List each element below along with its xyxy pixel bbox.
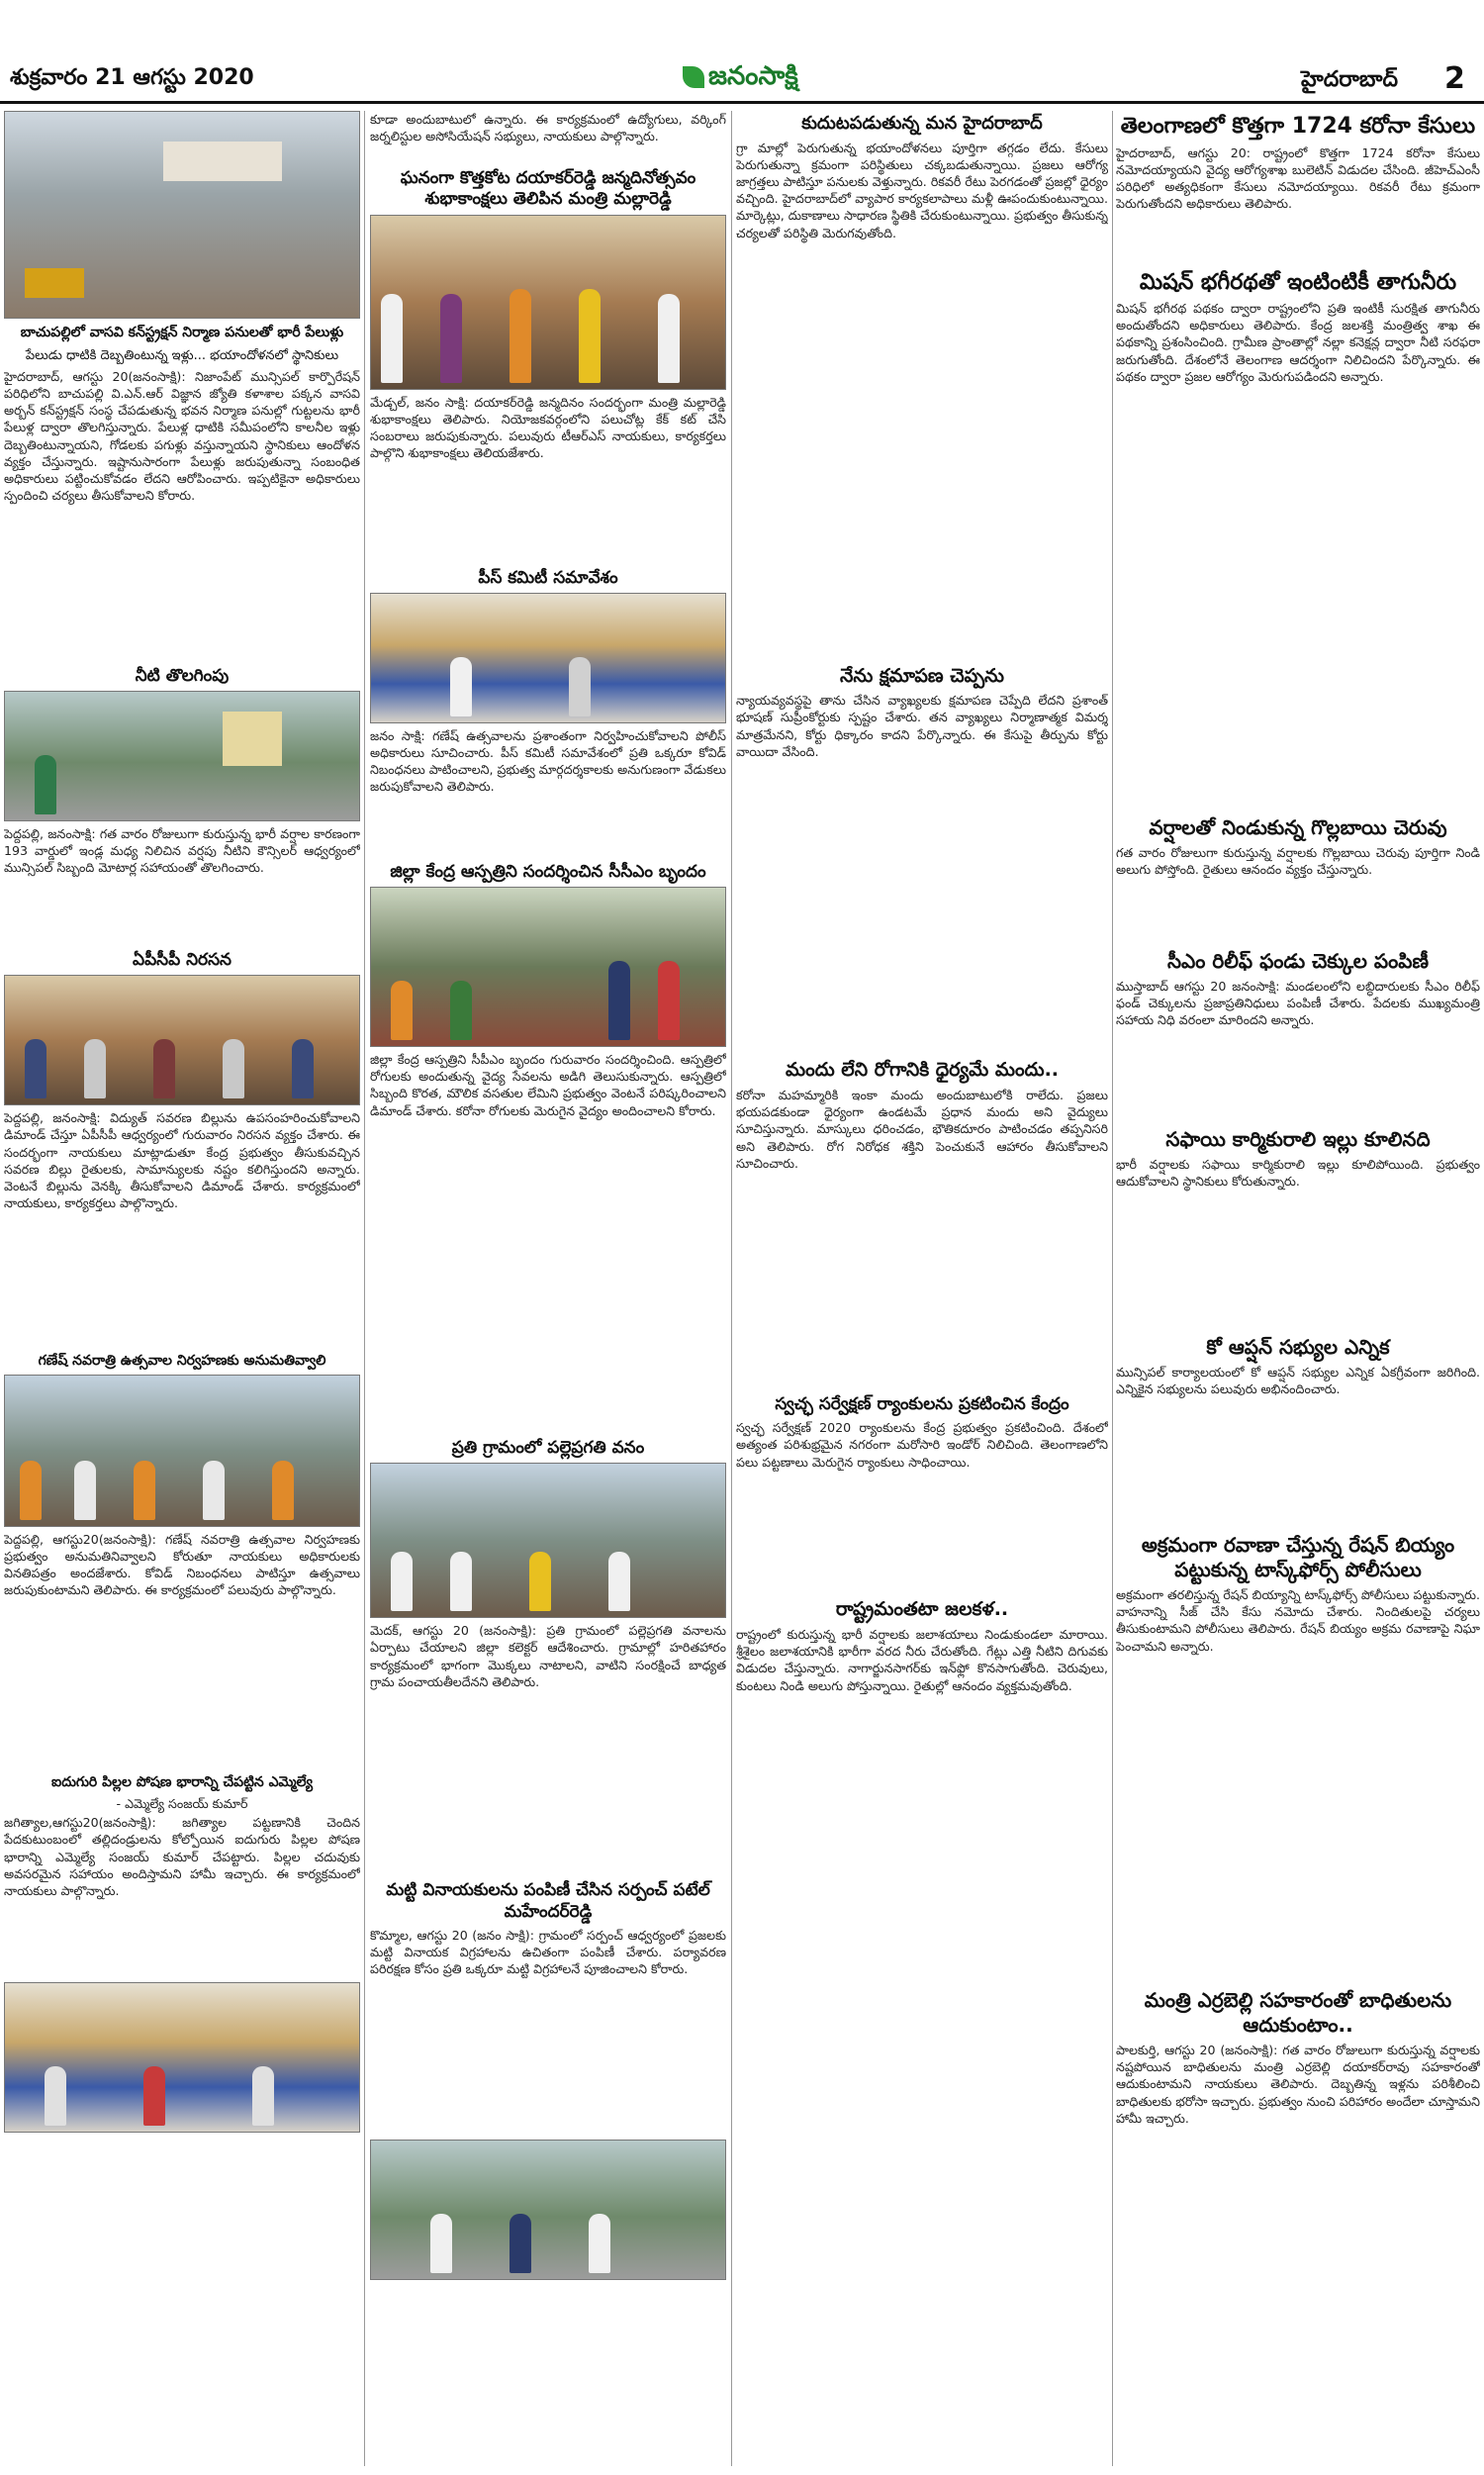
article-body: జగిత్యాల,ఆగస్టు20(జనంసాక్షి): జగిత్యాల పట్టణానికి చెందిన పేదకుటుంబంలో తల్లిదండ్రులను కోల్పోయిన ఐదుగురు పిల్లల పోషణ భారాన్ని ఎమ్మెల్యే సంజయ్ కుమార్ చేపట్టారు. పిల్లల చదువుకు అవసరమైన సహాయం అందిస్తామని హామీ ఇచ్చారు. ఈ కార్యక్రమంలో నాయకులు పాల్గొన్నారు. <box>4 1815 360 1899</box>
byline: - ఎమ్మెల్యే సంజయ్ కుమార్ <box>116 1796 248 1812</box>
headline: నేను క్షమాపణ చెప్పను <box>840 664 1004 687</box>
headline: మందు లేని రోగానికి ధైర్యమే మందు.. <box>785 1059 1060 1082</box>
headline: మంత్రి ఎర్రబెల్లి సహకారంతో బాధితులను ఆదుకుంటాం.. <box>1144 1988 1452 2037</box>
article-body: గత వారం రోజులుగా కురుస్తున్న వర్షాలకు గొల్లబాయి చెరువు పూర్తిగా నిండి అలుగు పోస్తోంది. రైతులు ఆనందం వ్యక్తం చేస్తున్నారు. <box>1116 845 1480 878</box>
headline: ఏపీసీపీ నిరసన <box>133 950 232 970</box>
column-2 <box>370 111 726 2280</box>
headline: కుదుటపడుతున్న మన హైదరాబాద్ <box>801 113 1043 134</box>
masthead <box>0 0 1484 107</box>
article-body: జనం సాక్షి: గణేష్ ఉత్సవాలను ప్రశాంతంగా నిర్వహించుకోవాలని పోలీస్ అధికారులు సూచించారు. పీస్ కమిటీ సమావేశంలో ప్రతి ఒక్కరూ కోవిడ్ నిబంధనలు పాటించాలని, ప్రభుత్వ మార్గదర్శకాలకు అనుగుణంగా వేడుకలు జరుపుకోవాలని తెలిపారు. <box>370 727 726 795</box>
headline: బాచుపల్లిలో వాసవి కన్‌స్ట్రక్షన్ నిర్మాణ పనులతో భారీ పేలుళ్లు <box>20 325 344 340</box>
headline: జిల్లా కేంద్ర ఆస్పత్రిని సందర్శించిన సీసీఎం బృందం <box>390 861 706 882</box>
article-body: పెద్దపల్లి, జనంసాక్షి: విద్యుత్ సవరణ బిల్లును ఉపసంహరించుకోవాలని డిమాండ్ చేస్తూ ఏపీసీపీ ఆధ్వర్యంలో గురువారం నిరసన వ్యక్తం చేశారు. ఈ సందర్భంగా నాయకులు మాట్లాడుతూ కేంద్ర ప్రభుత్వం తీసుకువచ్చిన సవరణ బిల్లు రైతులకు, సామాన్యులకు నష్టం కలిగిస్తుందని అన్నారు. వెంటనే బిల్లును వెనక్కి తీసుకోవాలని డిమాండ్ చేశారు. కార్యక్రమంలో నాయకులు, కార్యకర్తలు పాల్గొన్నారు. <box>4 1110 360 1211</box>
headline: అక్రమంగా రవాణా చేస్తున్న రేషన్ బియ్యం పట్టుకున్న టాస్క్‌ఫోర్స్ పోలీసులు <box>1141 1533 1455 1581</box>
headline: మిషన్ భగీరథతో ఇంటింటికీ తాగునీరు <box>1139 269 1457 295</box>
article-body: మేడ్చల్, జనం సాక్షి: దయాకర్‌రెడ్డి జన్మదినం సందర్భంగా మంత్రి మల్లారెడ్డి శుభాకాంక్షలు తెలిపారు. నియోజకవర్గంలోని పలుచోట్ల కేక్ కట్ చేసి సంబరాలు జరుపుకున్నారు. పలువురు టీఆర్ఎస్ నాయకులు, కార్యకర్తలు పాల్గొని శుభాకాంక్షలు తెలియజేశారు. <box>370 394 726 461</box>
leaf-icon <box>683 66 704 88</box>
article-body: మెదక్, ఆగస్టు 20 (జనంసాక్షి): ప్రతి గ్రామంలో పల్లెప్రగతి వనాలను ఏర్పాటు చేయాలని జిల్లా కలెక్టర్ ఆదేశించారు. గ్రామాల్లో హరితహారం కార్యక్రమంలో భాగంగా మొక్కలు నాటాలని, వాటిని సంరక్షించే బాధ్యత గ్రామ పంచాయతీలదేనని తెలిపారు. <box>370 1623 726 1689</box>
headline: మట్టి వినాయకులను పంపిణీ చేసిన సర్పంచ్ పటేల్ మహేందర్‌రెడ్డి <box>386 1880 710 1922</box>
newspaper-logo <box>683 61 798 97</box>
water-removal-photo <box>4 691 360 821</box>
article-body: న్యాయవ్యవస్థపై తాను చేసిన వ్యాఖ్యలకు క్షమాపణ చెప్పేది లేదని ప్రశాంత్ భూషణ్ సుప్రీంకోర్టుకు స్పష్టం చేశారు. తన వ్యాఖ్యలు నిర్మాణాత్మక విమర్శ మాత్రమేనని, కోర్టు ధిక్కారం కాదని పేర్కొన్నారు. ఈ కేసుపై తీర్పును కోర్టు వాయిదా వేసింది. <box>736 693 1108 759</box>
article-body: హైదరాబాద్, ఆగస్టు 20: రాష్ట్రంలో కొత్తగా 1724 కరోనా కేసులు నమోదయ్యాయని వైద్య ఆరోగ్యశాఖ బులెటిన్ విడుదల చేసింది. జీహెచ్ఎంసీ పరిధిలో అత్యధికంగా కేసులు నమోదయ్యాయి. రికవరీ రేటు క్రమంగా పెరుగుతోందని అధికారులు తెలిపారు. <box>1116 144 1480 212</box>
headline: ఘనంగా కొత్తకోట దయాకర్‌రెడ్డి జన్మదినోత్సవం శుభాకాంక్షలు తెలిపిన మంత్రి మల్లారెడ్డి <box>400 168 696 210</box>
column-1 <box>4 111 360 2133</box>
article-body: మిషన్ భగీరథ పథకం ద్వారా రాష్ట్రంలోని ప్రతి ఇంటికీ సురక్షిత తాగునీరు అందుతోందని అధికారులు తెలిపారు. కేంద్ర జలశక్తి మంత్రిత్వ శాఖ ఈ పథకాన్ని ప్రశంసించింది. గ్రామీణ ప్రాంతాల్లో నల్లా కనెక్షన్ల ద్వారా నీటి సరఫరా జరుగుతోంది. దేశంలోనే తెలంగాణ ఆదర్శంగా నిలిచిందని పేర్కొన్నారు. ఈ పథకం ద్వారా ప్రజల ఆరోగ్యం మెరుగుపడిందని అన్నారు. <box>1116 301 1480 384</box>
page-number: 2 <box>1444 61 1465 96</box>
column-3 <box>736 111 1108 2368</box>
article-body: గ్రా మాల్లో పెరుగుతున్న భయాందోళనలు పూర్తిగా తగ్గడం లేదు. కేసులు పెరుగుతున్నా క్రమంగా పరిస్థితులు చక్కబడుతున్నాయి. ప్రజలు ఆరోగ్య జాగ్రత్తలు పాటిస్తూ పనులకు వెళ్తున్నారు. రికవరీ రేటు పెరగడంతో ప్రజల్లో ధైర్యం వచ్చింది. హైదరాబాద్‌లో వ్యాపార కార్యకలాపాలు మళ్లీ ఊపందుకుంటున్నాయి. మార్కెట్లు, దుకాణాలు సాధారణ స్థితికి చేరుకుంటున్నాయి. ప్రభుత్వం తీసుకున్న చర్యలతో పరిస్థితి మెరుగవుతోంది. <box>736 140 1108 240</box>
article-body: మున్సిపల్ కార్యాలయంలో కో ఆప్షన్ సభ్యుల ఎన్నిక ఏకగ్రీవంగా జరిగింది. ఎన్నికైన సభ్యులను పలువురు అభినందించారు. <box>1116 1365 1480 1397</box>
column-divider <box>731 111 732 2466</box>
headline: ఐదుగురి పిల్లల పోషణ భారాన్ని చేపట్టిన ఎమ్మెల్యే <box>51 1773 313 1790</box>
protest-photo <box>4 975 360 1105</box>
column-4 <box>1116 111 1480 2338</box>
headline: నీటి తొలగింపు <box>135 665 230 686</box>
article-body: పెద్దపల్లి, ఆగస్టు20(జనంసాక్షి): గణేష్ నవరాత్రి ఉత్సవాల నిర్వహణకు ప్రభుత్వం అనుమతినివ్వాలని కోరుతూ నాయకులు అధికారులకు వినతిపత్రం అందజేశారు. కోవిడ్ నిబంధనలు పాటిస్తూ ఉత్సవాలు జరుపుకుంటామని తెలిపారు. ఈ కార్యక్రమంలో పలువురు పాల్గొన్నారు. <box>4 1531 360 1598</box>
plantation-photo <box>370 1463 726 1618</box>
headline: గణేష్ నవరాత్రి ఉత్సవాల నిర్వహణకు అనుమతివ్వాలి <box>38 1353 326 1370</box>
memorandum-photo <box>4 1375 360 1527</box>
article-body: భారీ వర్షాలకు సఫాయి కార్మికురాలి ఇల్లు కూలిపోయింది. ప్రభుత్వం ఆదుకోవాలని స్థానికులు కోరుతున్నారు. <box>1116 1157 1480 1190</box>
headline: ప్రతి గ్రామంలో పల్లెప్రగతి వనం <box>451 1438 645 1458</box>
hospital-visit-photo <box>370 887 726 1047</box>
article-body: పెద్దపల్లి, జనంసాక్షి: గత వారం రోజులుగా కురుస్తున్న భారీ వర్షాల కారణంగా 193 వార్డులో ఇండ్ల మధ్య నిలిచిన వర్షపు నీటిని కౌన్సిలర్ ఆధ్వర్యంలో మున్సిపల్ సిబ్బంది మోటార్ల సహాయంతో తొలగించారు. <box>4 826 360 876</box>
birthday-celebration-photo <box>370 215 726 390</box>
article-body: కూడా అందుబాటులో ఉన్నారు. ఈ కార్యక్రమంలో ఉద్యోగులు, వర్కింగ్ జర్నలిస్టుల అసోసియేషన్ సభ్యులు, నాయకులు పాల్గొన్నారు. <box>370 112 726 144</box>
subheadline: పేలుడు ధాటికి దెబ్బతింటున్న ఇళ్లు... భయాందోళనలో స్థానికులు <box>25 347 339 363</box>
article-body: కొమ్మాల, ఆగస్టు 20 (జనం సాక్షి): గ్రామంలో సర్పంచ్ ఆధ్వర్యంలో ప్రజలకు మట్టి వినాయక విగ్రహాలను ఉచితంగా పంపిణీ చేశారు. పర్యావరణ పరిరక్షణ కోసం ప్రతి ఒక్కరూ మట్టి విగ్రహాలనే పూజించాలని కోరారు. <box>370 1927 726 1977</box>
article-body: అక్రమంగా తరలిస్తున్న రేషన్ బియ్యాన్ని టాస్క్‌ఫోర్స్ పోలీసులు పట్టుకున్నారు. వాహనాన్ని సీజ్ చేసి కేసు నమోదు చేశారు. నిందితులపై చర్యలు తీసుకుంటామని పోలీసులు తెలిపారు. రేషన్ బియ్యం అక్రమ రవాణాపై నిఘా పెంచామని అన్నారు. <box>1116 1587 1480 1654</box>
headline: పీస్ కమిటీ సమావేశం <box>478 567 618 588</box>
construction-site-photo <box>4 111 360 319</box>
article-body: పాలకుర్తి, ఆగస్టు 20 (జనంసాక్షి): గత వారం రోజులుగా కురుస్తున్న వర్షాలకు నష్టపోయిన బాధితులను మంత్రి ఎర్రబెల్లి దయాకర్‌రావు సహకారంతో ఆదుకుంటామని నాయకులు తెలిపారు. దెబ్బతిన్న ఇళ్లను పరిశీలించి బాధితులకు భరోసా ఇచ్చారు. ప్రభుత్వం నుంచి పరిహారం అందేలా చూస్తామని హామీ ఇచ్చారు. <box>1116 2043 1480 2126</box>
headline: సీఎం రిలీఫ్ ఫండు చెక్కుల పంపిణీ <box>1167 949 1429 973</box>
article-body: రాష్ట్రంలో కురుస్తున్న భారీ వర్షాలకు జలాశయాలు నిండుకుండలా మారాయి. శ్రీశైలం జలాశయానికి భారీగా వరద నీరు చేరుతోంది. గేట్లు ఎత్తి నీటిని దిగువకు విడుదల చేస్తున్నారు. నాగార్జునసాగర్‌కు ఇన్‌ఫ్లో కొనసాగుతోంది. చెరువులు, కుంటలు నిండి అలుగు పోస్తున్నాయి. రైతుల్లో ఆనందం వ్యక్తమవుతోంది. <box>736 1627 1108 1693</box>
issue-date: శుక్రవారం 21 ఆగస్టు 2020 <box>10 65 254 90</box>
peace-committee-photo <box>370 593 726 723</box>
article-body: కరోనా మహమ్మారికి ఇంకా మందు అందుబాటులోకి రాలేదు. ప్రజలు భయపడకుండా ధైర్యంగా ఉండటమే ప్రధాన మందు అని వైద్యులు సూచిస్తున్నారు. మాస్కులు ధరించడం, భౌతికదూరం పాటించడం తప్పనిసరి అని తెలిపారు. రోగ నిరోధక శక్తిని పెంచుకునే ఆహారం తీసుకోవాలని సూచించారు. <box>736 1088 1108 1171</box>
column-divider <box>1112 111 1113 2466</box>
headline: తెలంగాణలో కొత్తగా 1724 కరోనా కేసులు <box>1120 114 1476 139</box>
article-body: ముస్తాబాద్ ఆగస్టు 20 జనంసాక్షి: మండలంలోని లబ్ధిదారులకు సీఎం రిలీఫ్ ఫండ్ చెక్కులను ప్రజాప్రతినిధులు పంపిణీ చేశారు. పేదలకు ముఖ్యమంత్రి సహాయ నిధి వరంలా మారిందని అన్నారు. <box>1116 979 1480 1028</box>
masthead-rule <box>0 101 1484 104</box>
article-body: హైదరాబాద్, ఆగస్టు 20(జనంసాక్షి): నిజాంపేట్ మున్సిపల్ కార్పొరేషన్ పరిధిలోని బాచుపల్లి వి.ఎన్.ఆర్ విజ్ఞాన జ్యోతి కళాశాల పక్కన వాసవి అర్బన్ కన్‌స్ట్రక్షన్ సంస్థ చేపడుతున్న భవన నిర్మాణ పనుల్లో గుట్టలను భారీ పేలుళ్ల ద్వారా తొలగిస్తున్నారు. పేలుళ్ల ధాటికి సమీపంలోని కాలనీల ఇళ్లు దెబ్బతింటున్నాయని, గోడలకు పగుళ్లు వస్తున్నాయని స్థానికులు ఆందోళన వ్యక్తం చేస్తున్నారు. ఇష్టానుసారంగా పేలుళ్లు జరుపుతున్నా సంబంధిత అధికారులు పట్టించుకోవడం లేదని ఆరోపించారు. ఇప్పటికైనా అధికారులు స్పందించి చర్యలు తీసుకోవాలని కోరారు. <box>4 368 360 504</box>
logo-text: జనంసాక్షి <box>708 61 798 91</box>
edition-city: హైదరాబాద్ <box>1301 67 1398 92</box>
headline: కో ఆప్షన్ సభ్యుల ఎన్నిక <box>1206 1335 1390 1359</box>
headline: రాష్ట్రమంతటా జలకళ.. <box>835 1598 1009 1621</box>
headline: సఫాయి కార్మికురాలి ఇల్లు కూలినది <box>1165 1127 1431 1151</box>
headline: వర్షాలతో నిండుకున్న గొల్లబాయి చెరువు <box>1149 815 1447 839</box>
column-divider <box>364 111 365 2466</box>
article-body: స్వచ్ఛ సర్వేక్షణ్ 2020 ర్యాంకులను కేంద్ర ప్రభుత్వం ప్రకటించింది. దేశంలో అత్యంత పరిశుభ్రమైన నగరంగా మరోసారి ఇండోర్ నిలిచింది. తెలంగాణలోని పలు పట్టణాలు మెరుగైన ర్యాంకులు సాధించాయి. <box>736 1420 1108 1470</box>
article-body: జిల్లా కేంద్ర ఆస్పత్రిని సీపీఎం బృందం గురువారం సందర్శించింది. ఆస్పత్రిలో రోగులకు అందుతున్న వైద్య సేవలను అడిగి తెలుసుకున్నారు. ఆస్పత్రిలో సిబ్బంది కొరత, మౌలిక వసతుల లేమిని ప్రభుత్వం వెంటనే పరిష్కరించాలని డిమాండ్ చేశారు. కరోనా రోగులకు మెరుగైన వైద్యం అందించాలని కోరారు. <box>370 1052 726 1118</box>
idol-distribution-photo <box>370 2140 726 2280</box>
donation-photo <box>4 1982 360 2133</box>
headline: స్వచ్ఛ సర్వేక్షణ్ ర్యాంకులను ప్రకటించిన కేంద్రం <box>775 1394 1069 1414</box>
